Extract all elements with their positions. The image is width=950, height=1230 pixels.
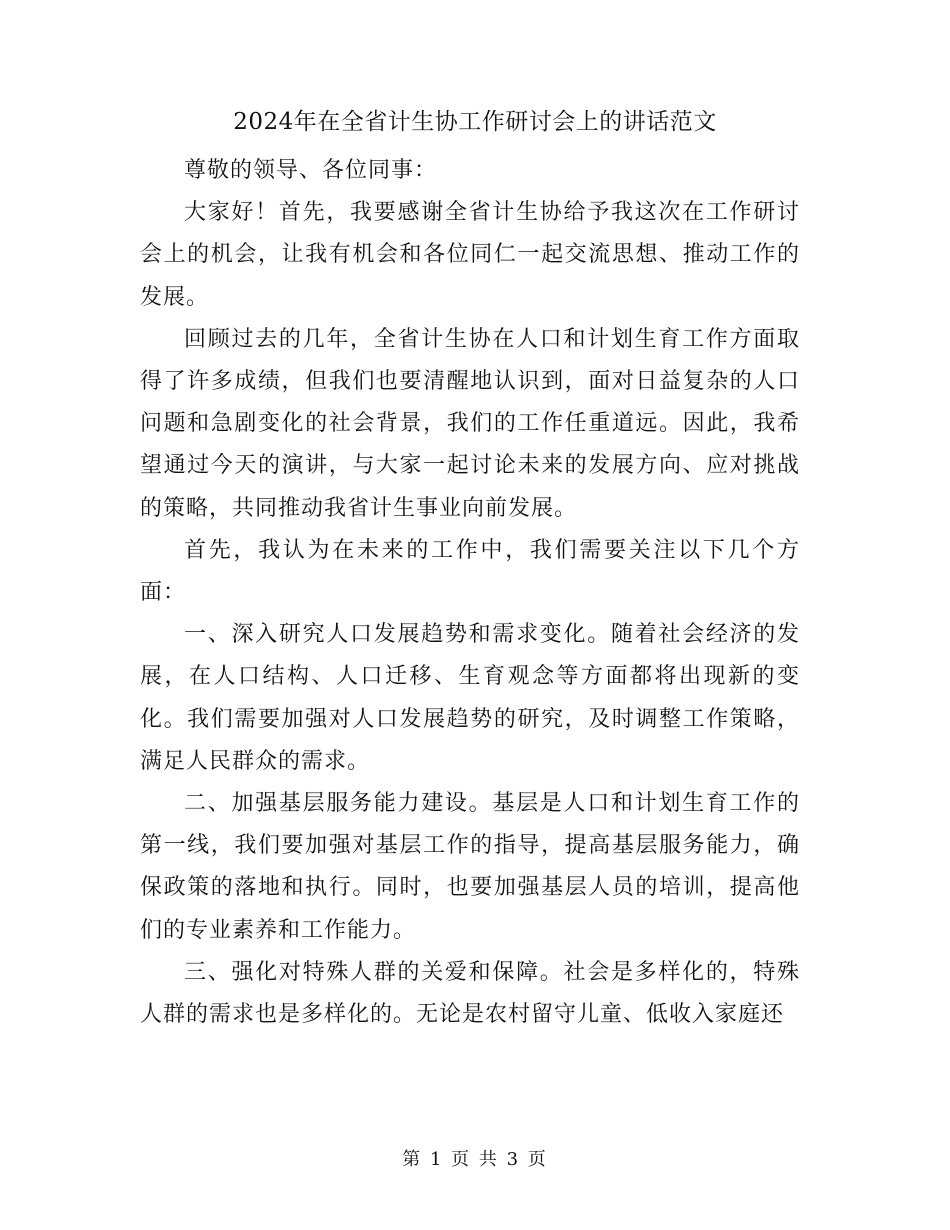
body-paragraph: 大家好！首先，我要感谢全省计生协给予我这次在工作研讨会上的机会，让我有机会和各位同仁一起交流思想、推动工作的发展。: [140, 200, 800, 310]
page-number-footer: 第 1 页 共 3 页: [402, 1149, 548, 1170]
body-paragraph: 三、强化对特殊人群的关爱和保障。社会是多样化的，特殊人群的需求也是多样化的。无论是农村留守儿童、低收入家庭还: [140, 959, 800, 1028]
body-paragraph: 回顾过去的几年，全省计生协在人口和计划生育工作方面取得了许多成绩，但我们也要清醒地认识到，面对日益复杂的人口问题和急剧变化的社会背景，我们的工作任重道远。因此，我希望通过今天的演讲，与大家一起讨论未来的发展方向、应对挑战的策略，共同推动我省计生事业向前发展。: [140, 326, 800, 521]
salutation-paragraph: 尊敬的领导、各位同事：: [184, 158, 438, 183]
document-body: [140, 150, 800, 1036]
body-paragraph: 一、深入研究人口发展趋势和需求变化。随着社会经济的发展，在人口结构、人口迁移、生育观念等方面都将出现新的变化。我们需要加强对人口发展趋势的研究，及时调整工作策略，满足人民群众的需求。: [140, 622, 800, 774]
document-title: 2024年在全省计生协工作研讨会上的讲话范文: [233, 109, 717, 135]
body-paragraph: 二、加强基层服务能力建设。基层是人口和计划生育工作的第一线，我们要加强对基层工作的指导，提高基层服务能力，确保政策的落地和执行。同时，也要加强基层人员的培训，提高他们的专业素养和工作能力。: [140, 791, 800, 943]
body-paragraph: 首先，我认为在未来的工作中，我们需要关注以下几个方面：: [140, 537, 800, 606]
